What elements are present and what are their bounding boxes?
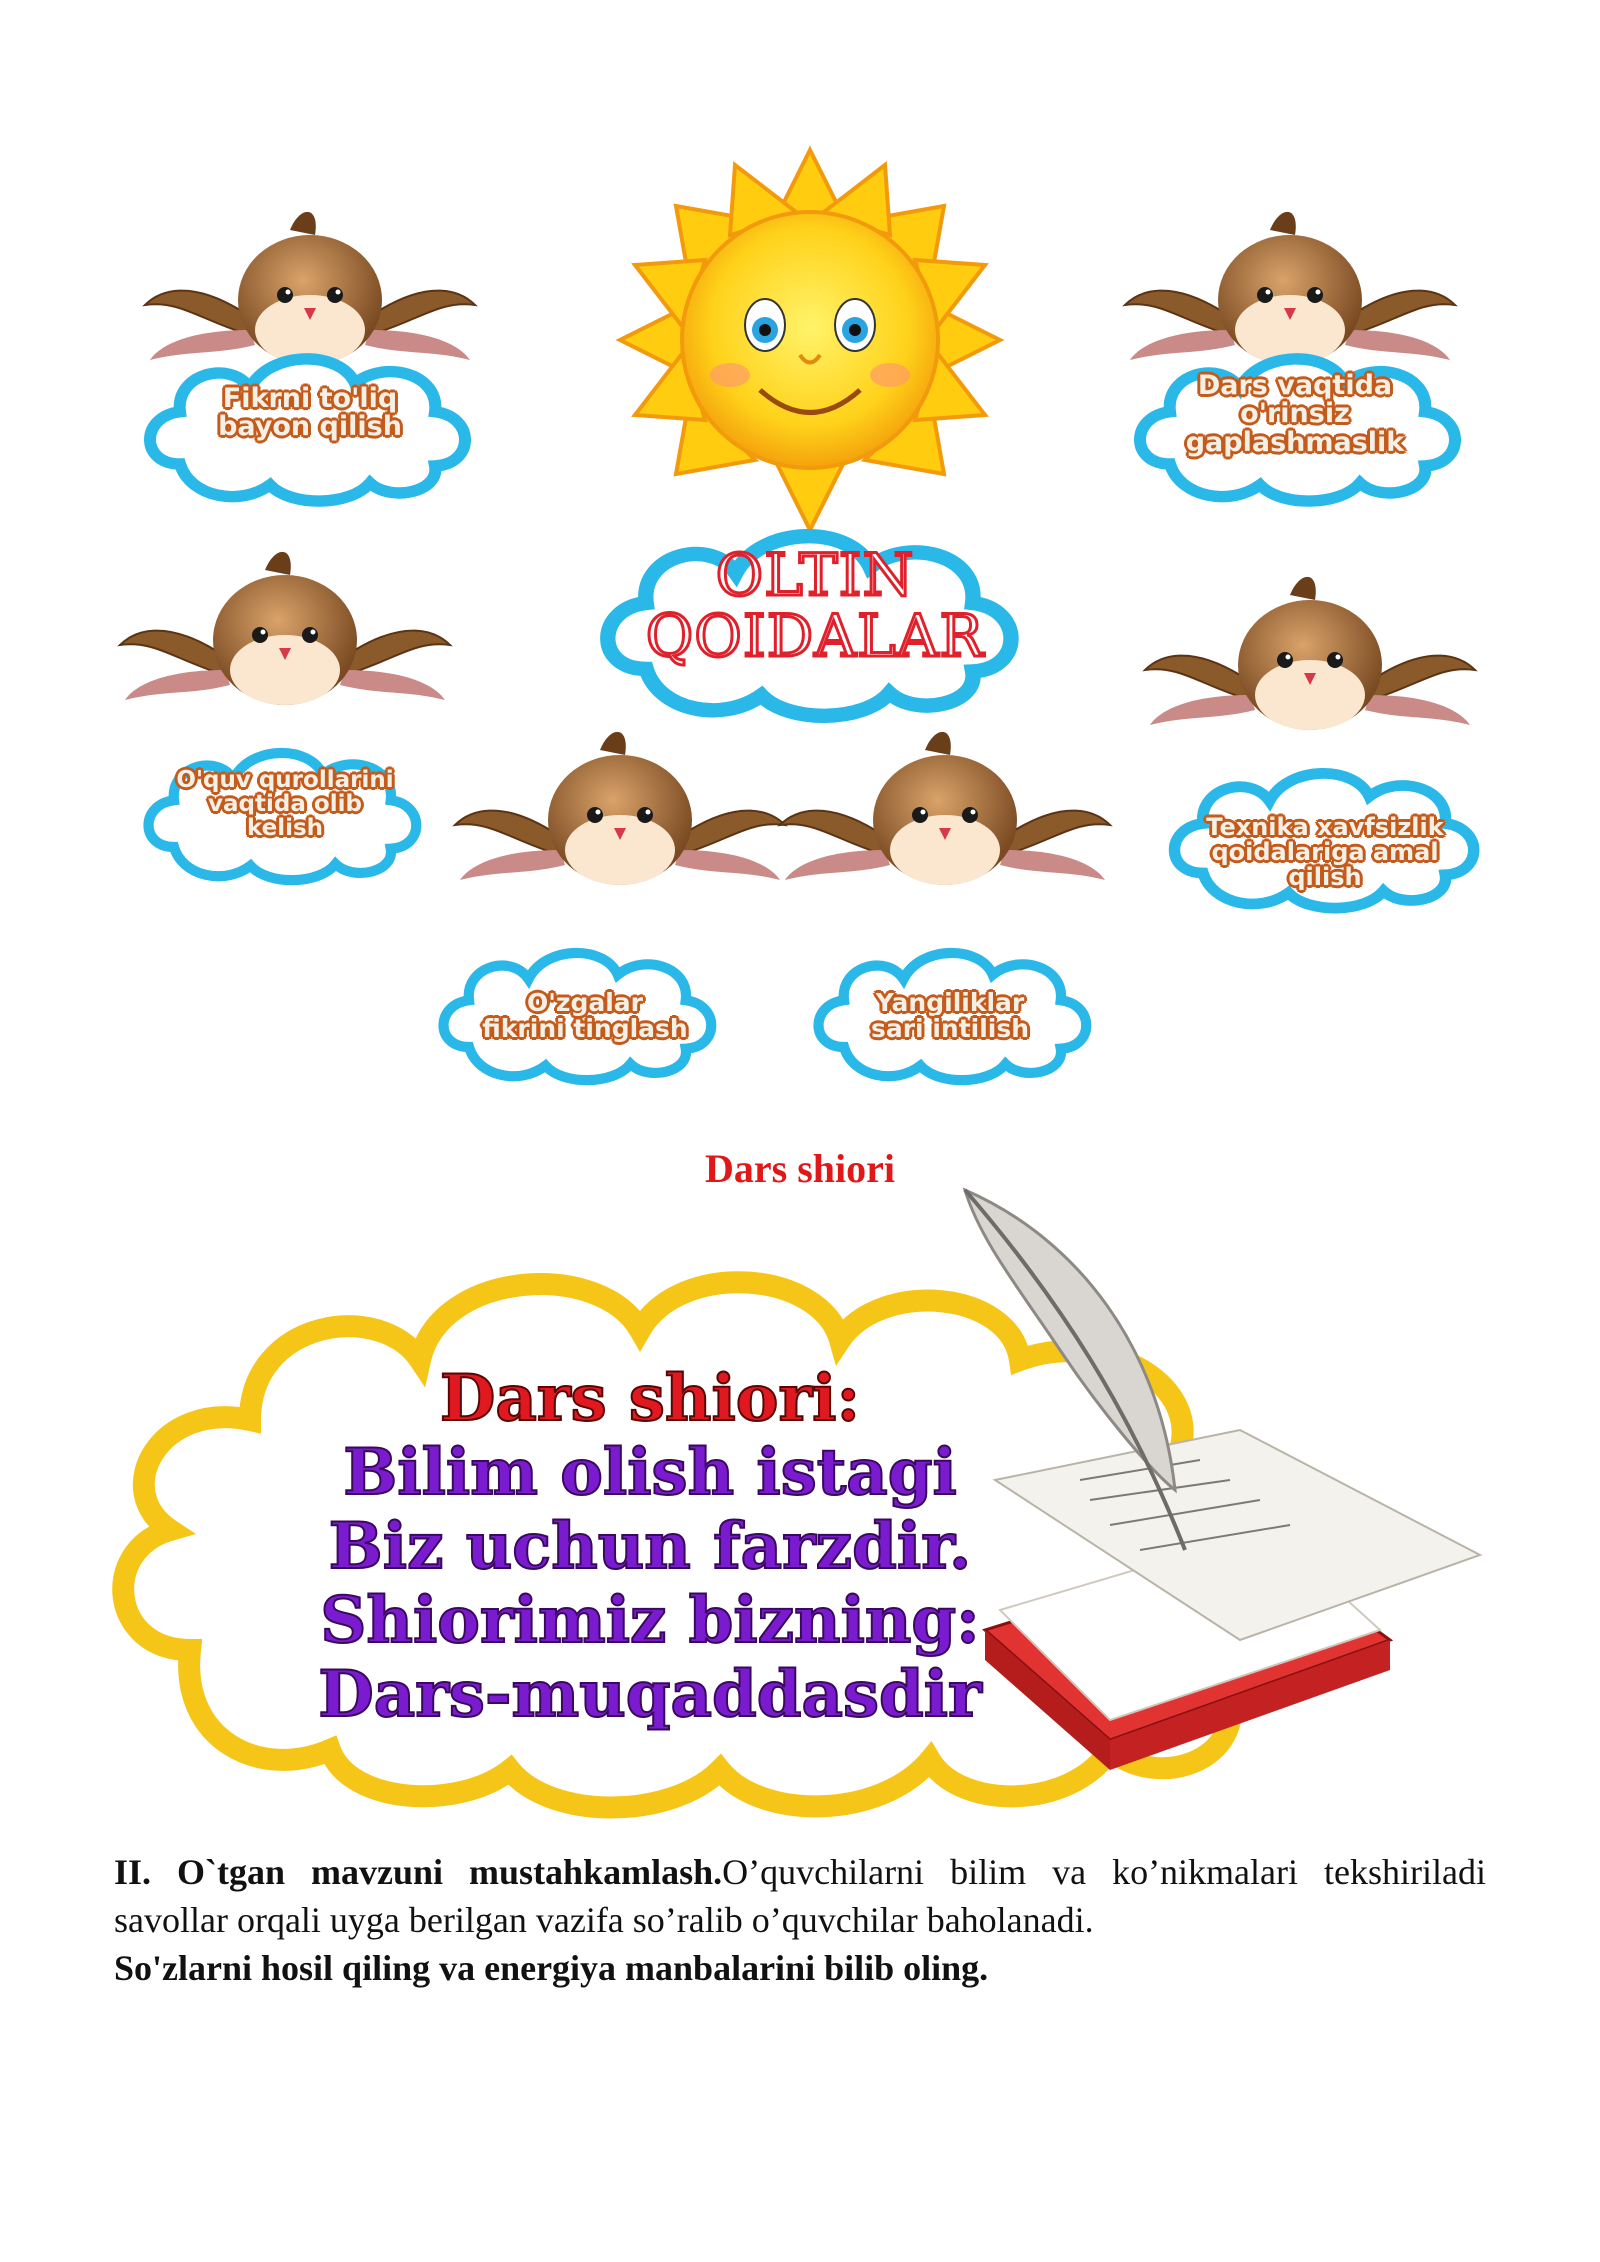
motto-line: Bilim olish istagi bbox=[343, 1435, 957, 1510]
sun-illustration bbox=[620, 150, 1000, 530]
poster-title-line2: QOIDALAR bbox=[645, 601, 985, 670]
rule-label: Dars vaqtida o'rinsiz gaplashmaslik bbox=[1185, 370, 1405, 458]
motto-line: Shiorimiz bizning: bbox=[320, 1583, 980, 1658]
motto-line: Dars-muqaddasdir bbox=[318, 1657, 982, 1732]
motto-title: Dars shiori: bbox=[439, 1361, 861, 1436]
motto-line: Biz uchun farzdir. bbox=[328, 1509, 972, 1584]
rule-label: Fikrni to'liq bayon qilish bbox=[218, 383, 402, 443]
rule-label: O'zgalar fikrini tinglash bbox=[482, 988, 688, 1044]
section-caption: Dars shiori bbox=[705, 1146, 895, 1191]
poster-title-line1: OLTIN bbox=[715, 541, 915, 609]
rule-label: Yangiliklar sari intilish bbox=[870, 988, 1030, 1044]
rule-label: O'quv qurollarini vaqtida olib kelish bbox=[176, 767, 394, 842]
bird-illustration bbox=[455, 732, 785, 885]
bird-illustration bbox=[1125, 212, 1455, 365]
lesson-paragraph bbox=[114, 1848, 1486, 1992]
poster-title bbox=[600, 541, 1030, 670]
motto-text-block bbox=[270, 1362, 1030, 1732]
bird-illustration bbox=[120, 552, 450, 705]
bird-illustration bbox=[145, 212, 475, 365]
paragraph-text: O’quvchilarni bilim va ko’nikmalari tekshiriladi savollar orqali uyga berilgan vazifa so’ralib o’quvchilar baholanadi. bbox=[114, 1852, 1486, 1940]
section-heading: II. O`tgan mavzuni mustahkamlash. bbox=[114, 1852, 723, 1892]
rule-label: Texnika xavfsizlik qoidalariga amal qilish bbox=[1206, 813, 1444, 892]
bird-illustration bbox=[1145, 577, 1475, 730]
bird-illustration bbox=[780, 732, 1110, 885]
task-instruction: So'zlarni hosil qiling va energiya manbalarini bilib oling. bbox=[114, 1948, 989, 1988]
